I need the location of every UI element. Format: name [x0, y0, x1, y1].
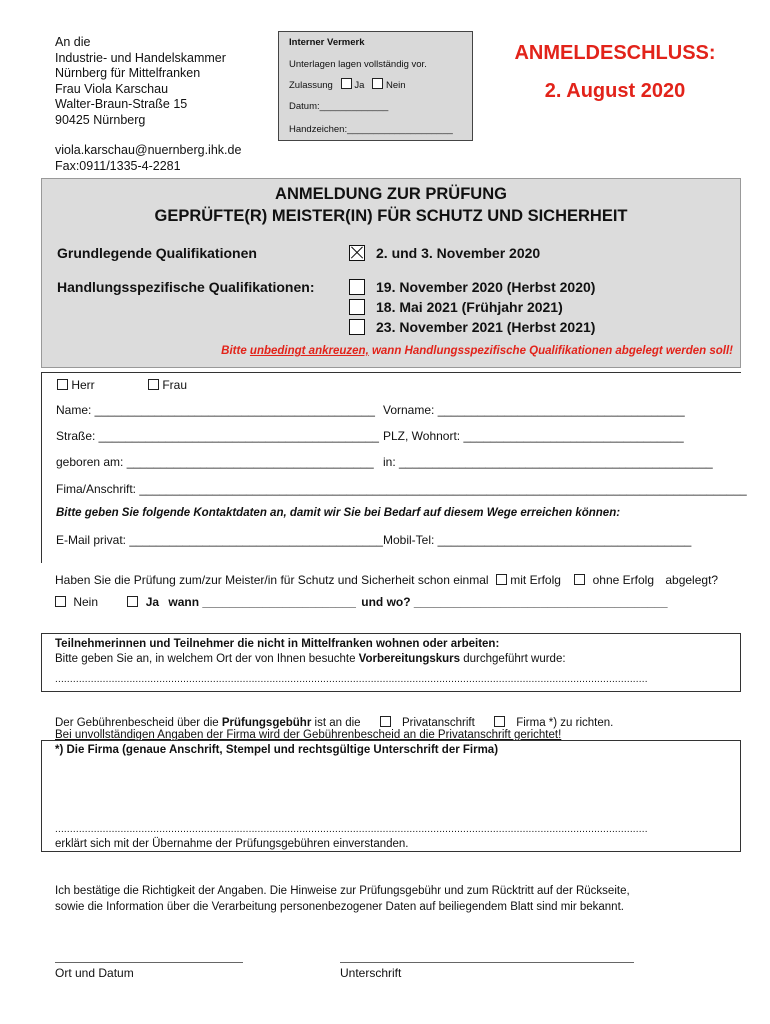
check-note — [221, 345, 733, 357]
address-line: Industrie- und Handelskammer — [55, 50, 226, 65]
internal-note-box — [278, 31, 473, 141]
grund-label: Grundlegende Qualifikationen — [57, 245, 257, 261]
fee-line — [55, 716, 613, 729]
previous-nein-checkbox[interactable] — [55, 596, 66, 607]
firma-box-field[interactable]: ....................................................................................................................................................................................................... — [55, 824, 648, 835]
external-section — [41, 633, 741, 692]
check-note-post: wann Handlungsspezifische Qualifikationen abgelegt werden soll! — [368, 345, 733, 357]
external-title: Teilnehmerinnen und Teilnehmer die nicht in Mittelfranken wohnen oder arbeiten: — [55, 638, 500, 650]
kontakt-hint: Bitte geben Sie folgende Kontaktdaten an, damit wir Sie bei Bedarf auf diesem Wege erreichen können: — [56, 507, 621, 519]
firma-field[interactable]: Fima/Anschrift: ___________________________________________________________________________________________ — [56, 482, 747, 496]
mit-erfolg-label: mit Erfolg — [510, 573, 561, 587]
address-line: Nürnberg für Mittelfranken — [55, 66, 201, 80]
previous-wo-field[interactable]: und wo? ______________________________________ — [361, 595, 668, 609]
address-line: Walter-Braun-Straße 15 — [55, 97, 188, 111]
contact-email: viola.karschau@nuernberg.ihk.de — [55, 143, 242, 157]
ohne-erfolg-checkbox[interactable] — [574, 574, 585, 585]
internal-note-title: Interner Vermerk — [289, 37, 365, 48]
previous-exam-answer — [55, 595, 668, 609]
abgelegt-label: abgelegt? — [665, 573, 719, 587]
frau-checkbox[interactable] — [148, 379, 159, 390]
hand-option-label: 19. November 2020 (Herbst 2020) — [376, 279, 596, 295]
grund-checkbox[interactable] — [349, 245, 365, 261]
external-text-pre: Bitte geben Sie an, in welchem Ort der von Ihnen besuchte — [55, 653, 359, 665]
herr-label: Herr — [71, 378, 95, 392]
hand-checkbox-3[interactable] — [349, 319, 365, 335]
registration-subtitle: GEPRÜFTE(R) MEISTER(IN) FÜR SCHUTZ UND SICHERHEIT — [154, 207, 628, 225]
address-line: An die — [55, 35, 91, 49]
fee-firma-label: Firma *) zu richten. — [516, 717, 614, 729]
registration-title: ANMELDUNG ZUR PRÜFUNG — [275, 185, 507, 203]
internal-note-handzeichen: Handzeichen:____________________ — [289, 124, 453, 135]
salutation-herr[interactable] — [57, 378, 95, 392]
check-note-underlined: unbedingt ankreuzen, — [249, 345, 369, 357]
ohne-erfolg-label: ohne Erfolg — [592, 573, 655, 587]
zulassung-label: Zulassung — [289, 80, 333, 91]
hand-label: Handlungsspezifische Qualifikationen: — [57, 279, 315, 295]
registration-box — [41, 178, 741, 368]
fee-text-pre: Der Gebührenbescheid über die — [55, 717, 222, 729]
herr-checkbox[interactable] — [57, 379, 68, 390]
name-field[interactable]: Name: __________________________________________ — [56, 403, 375, 417]
geboren-field[interactable]: geboren am: _____________________________________ — [56, 455, 374, 469]
internal-note-complete: Unterlagen lagen vollständig vor. — [289, 59, 427, 70]
fee-text-post: ist an die — [311, 717, 361, 729]
confirmation-line: sowie die Information über die Verarbeitung personenbezogener Daten auf beiliegendem Blatt sind mir bekannt. — [55, 901, 624, 913]
previous-nein-label: Nein — [73, 595, 99, 609]
ort-datum-line[interactable] — [55, 962, 243, 963]
hand-checkbox-2[interactable] — [349, 299, 365, 315]
fee-firma-checkbox[interactable] — [494, 716, 505, 727]
mit-erfolg-checkbox[interactable] — [496, 574, 507, 585]
recipient-address — [55, 35, 241, 174]
vorname-field[interactable]: Vorname: _____________________________________ — [383, 403, 685, 417]
unterschrift-label: Unterschrift — [340, 966, 402, 980]
external-ort-field[interactable]: ....................................................................................................................................................................................................... — [55, 674, 648, 685]
hand-option-label: 23. November 2021 (Herbst 2021) — [376, 319, 596, 335]
internal-note-datum: Datum:_____________ — [289, 101, 389, 112]
address-line: 90425 Nürnberg — [55, 112, 146, 127]
zulassung-nein-label: Nein — [386, 80, 406, 91]
previous-question-text: Haben Sie die Prüfung zum/zur Meister/in für Schutz und Sicherheit schon einmal — [55, 573, 489, 587]
email-field[interactable]: E-Mail privat: ______________________________________ — [56, 533, 383, 547]
ort-datum-label: Ort und Datum — [55, 966, 134, 980]
frau-label: Frau — [162, 378, 188, 392]
firma-einverstanden: erklärt sich mit der Übernahme der Prüfungsgebühren einverstanden. — [55, 838, 409, 850]
unterschrift-line[interactable] — [340, 962, 634, 963]
zulassung-ja-checkbox[interactable] — [341, 78, 352, 89]
hand-option-label: 18. Mai 2021 (Frühjahr 2021) — [376, 299, 563, 315]
plz-field[interactable]: PLZ, Wohnort: _________________________________ — [383, 429, 684, 443]
external-text-post: durchgeführt wurde: — [460, 653, 566, 665]
external-text-bold: Vorbereitungskurs — [358, 653, 461, 665]
fee-warning: Bei unvollständigen Angaben der Firma wird der Gebührenbescheid an die Privatanschrift gerichtet! — [55, 729, 562, 741]
previous-wann-field[interactable]: wann _______________________ — [168, 595, 356, 609]
hand-checkbox-1[interactable] — [349, 279, 365, 295]
deadline-label: ANMELDESCHLUSS: — [514, 42, 716, 64]
internal-note-zulassung — [289, 78, 406, 91]
salutation-frau[interactable] — [148, 378, 187, 392]
firma-box — [41, 740, 741, 852]
previous-ja-label: Ja — [145, 595, 160, 609]
grund-date: 2. und 3. November 2020 — [376, 245, 541, 261]
deadline — [500, 34, 730, 110]
external-text — [55, 653, 566, 665]
fee-privat-label: Privatanschrift — [401, 717, 475, 729]
contact-fax: Fax:0911/1335-4-2281 — [55, 158, 181, 173]
geburtsort-field[interactable]: in: _______________________________________________ — [383, 455, 713, 469]
check-note-pre: Bitte — [221, 345, 250, 357]
strasse-field[interactable]: Straße: __________________________________________ — [56, 429, 379, 443]
deadline-date: 2. August 2020 — [544, 80, 686, 102]
address-line: Frau Viola Karschau — [55, 81, 169, 96]
zulassung-ja-label: Ja — [354, 80, 365, 91]
confirmation-line: Ich bestätige die Richtigkeit der Angaben. Die Hinweise zur Prüfungsgebühr und zum Rücktritt auf der Rückseite, — [55, 885, 630, 897]
fee-privat-checkbox[interactable] — [380, 716, 391, 727]
personal-section — [41, 372, 747, 563]
firma-box-title: *) Die Firma (genaue Anschrift, Stempel und rechtsgültige Unterschrift der Firma) — [55, 744, 499, 756]
confirmation-text — [55, 883, 630, 915]
zulassung-nein-checkbox[interactable] — [372, 78, 383, 89]
mobil-field[interactable]: Mobil-Tel: ______________________________________ — [383, 533, 692, 547]
previous-exam-question — [55, 573, 718, 587]
previous-ja-checkbox[interactable] — [127, 596, 138, 607]
fee-text-bold: Prüfungsgebühr — [221, 717, 312, 729]
